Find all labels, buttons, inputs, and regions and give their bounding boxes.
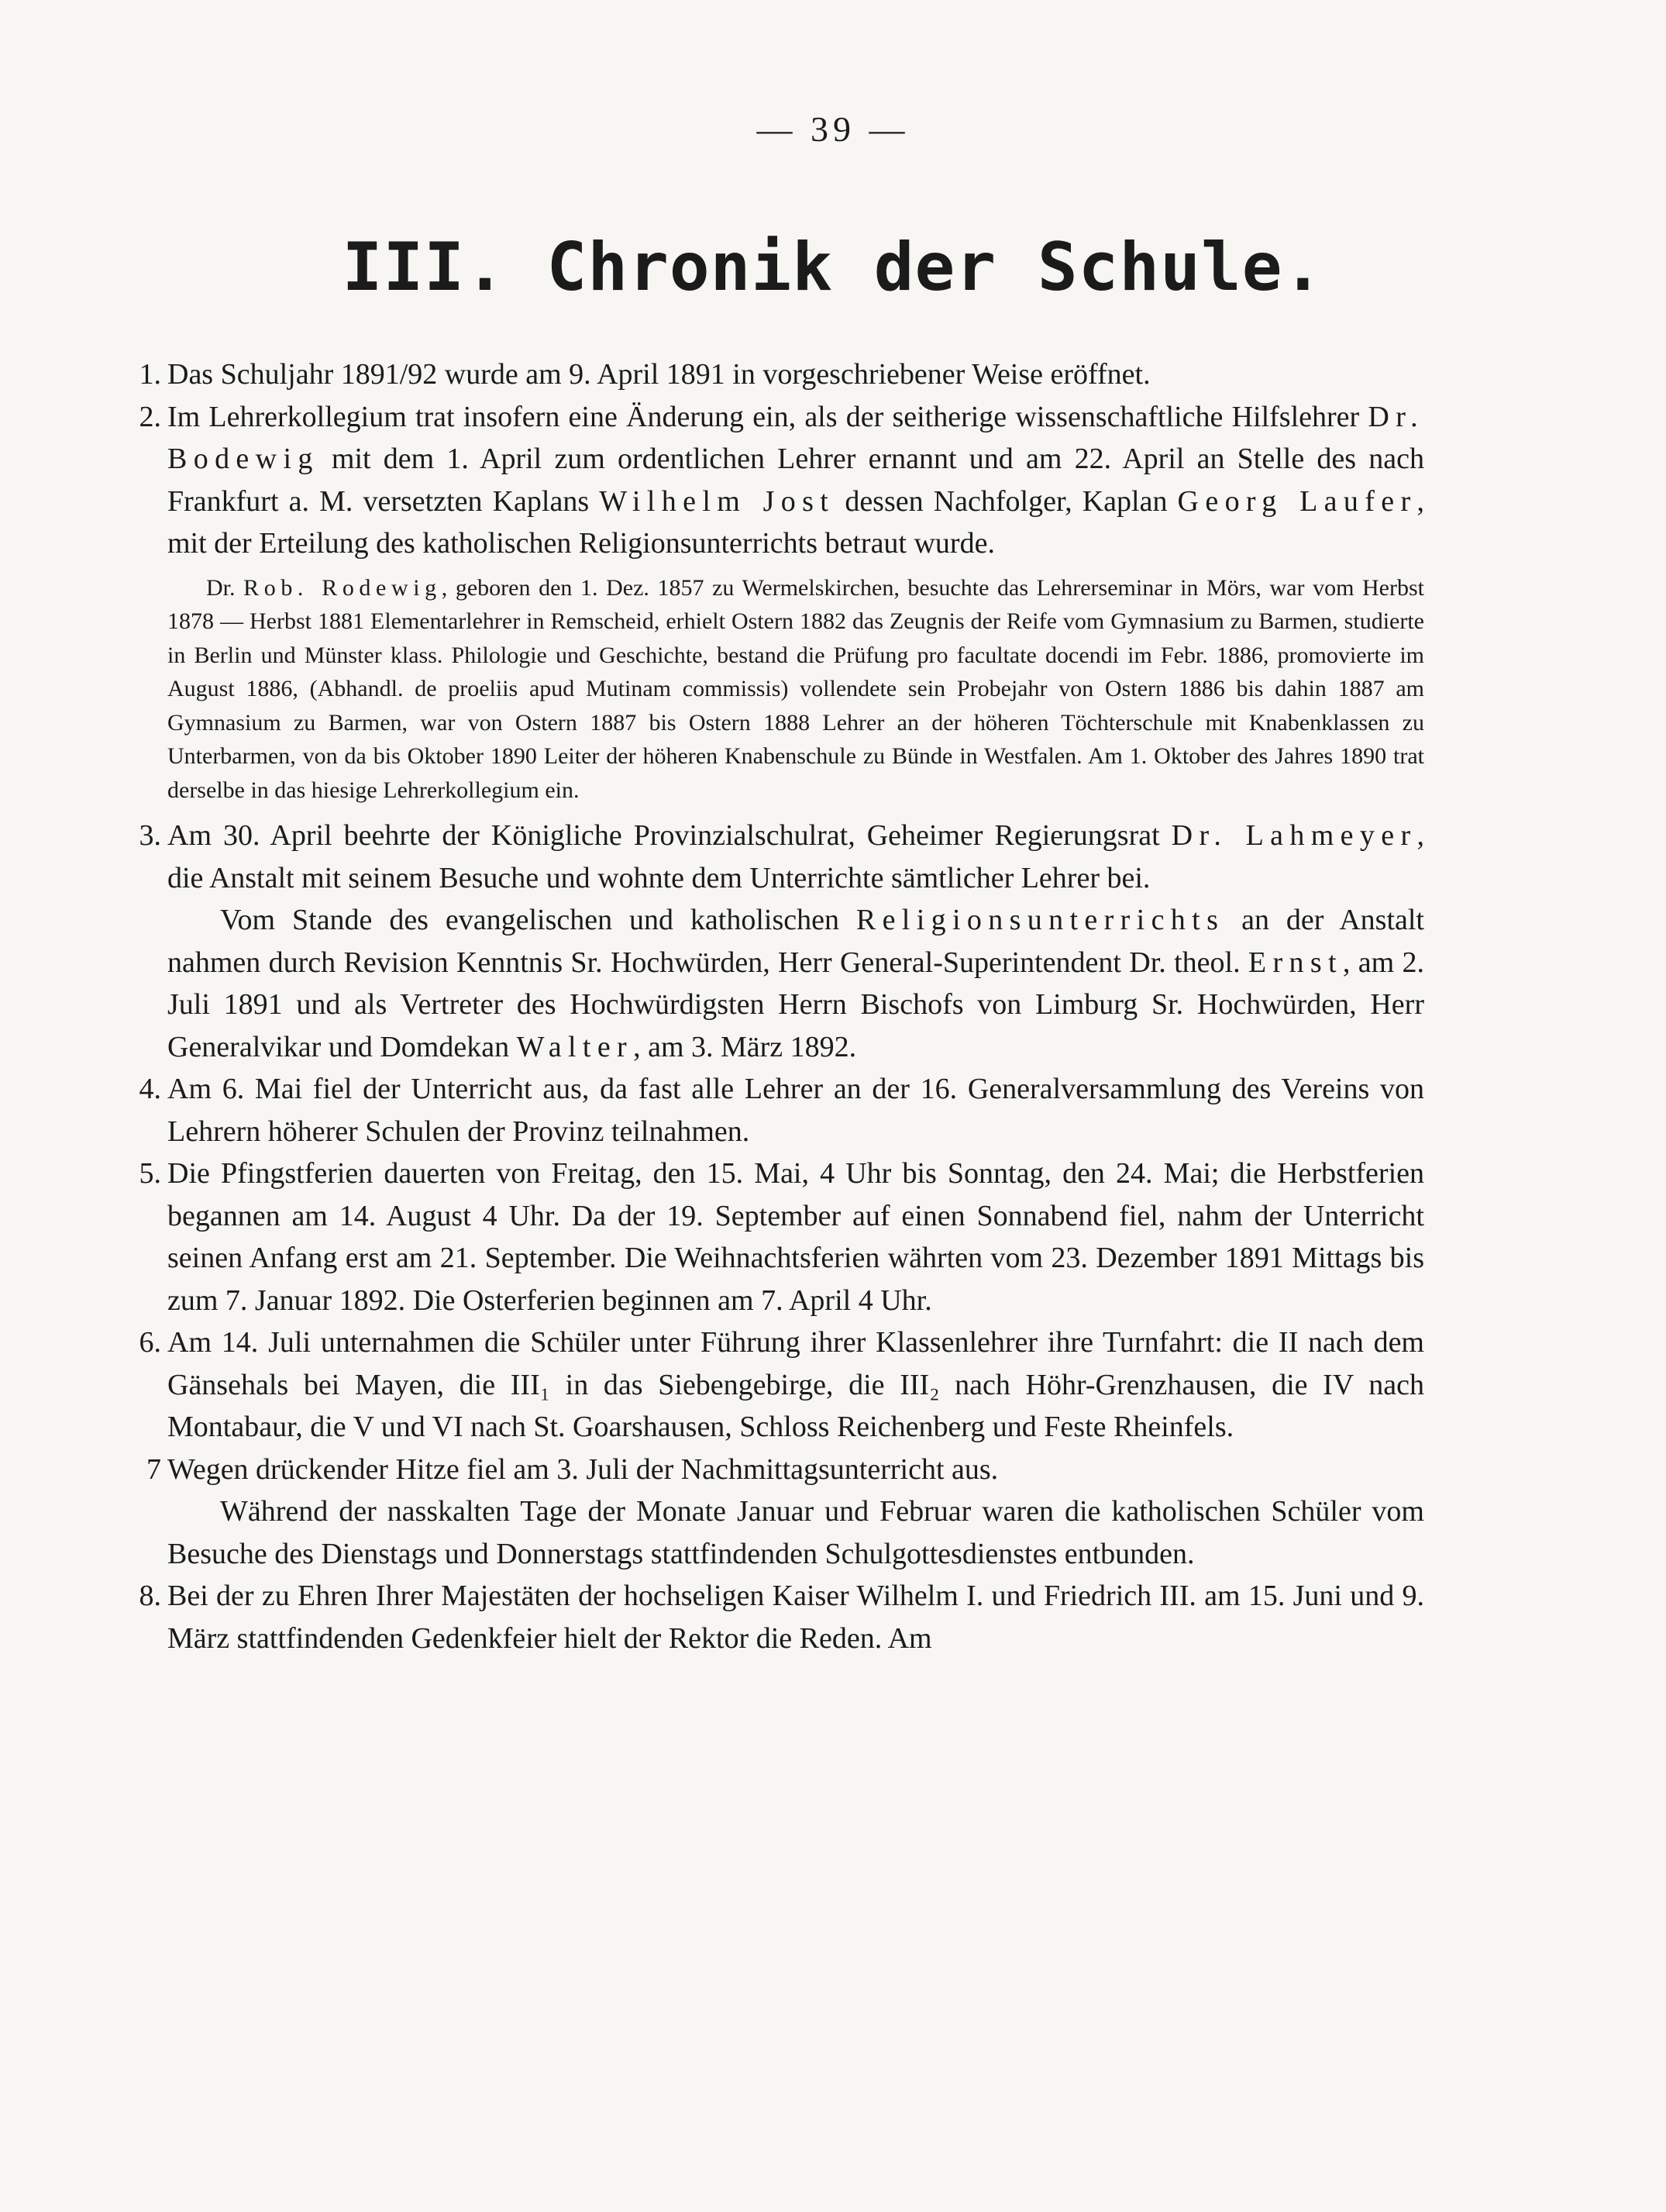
item-paragraph: Während der nasskalten Tage der Monate Januar und Februar waren die katholischen Schüler vom Besuche des Dienstags und Donnerstags stattfindenden Schulgottesdienstes entbunden. (167, 1495, 1424, 1570)
spaced-term: Religionsunterrichts (855, 904, 1225, 936)
item-number: 8. (139, 1580, 161, 1612)
text-run: Im Lehrerkollegium trat insofern eine Änderung ein, als der seitherige wissenschaftliche Hilfslehrer (167, 400, 1368, 433)
text-run: dessen Nachfolger, Kaplan (835, 484, 1178, 518)
chronicle-item-2 (139, 396, 1424, 808)
text-run: Am 30. April beehrte der Königliche Provinzialschulrat, Geheimer Regierungsrat (167, 819, 1172, 852)
item-number: 1. (139, 358, 161, 391)
spaced-name: Dr. Bodewig (167, 400, 1424, 475)
text-run: Vom Stande des evangelischen und katholischen (220, 904, 856, 936)
item-text: Das Schuljahr 1891/92 wurde am 9. April 1891 in vorgeschriebener Weise eröffnet. (167, 358, 1151, 391)
item-number: 6. (139, 1326, 161, 1359)
spaced-name: Rob. Rodewig (243, 574, 442, 601)
spaced-name: Walter (516, 1030, 634, 1063)
chronicle-item-6 (139, 1321, 1424, 1449)
chronicle-item-8 (139, 1575, 1424, 1659)
text-run: , am 2. Juli 1891 und als Vertreter des Hochwürdigsten Herrn Bischofs von Limburg Sr. Hochwürden, Herr Generalvikar und Domdekan (167, 946, 1424, 1063)
spaced-name: Georg Laufer (1177, 484, 1417, 518)
spaced-name: Wilhelm Jost (599, 484, 835, 518)
item-number: 7 (146, 1452, 161, 1486)
text-run: Dr. (206, 574, 244, 601)
chronicle-body (139, 353, 1425, 1659)
item-number: 5. (139, 1157, 161, 1190)
biography-note (167, 571, 1424, 808)
spaced-name: Dr. Lahmeyer (1171, 819, 1417, 852)
chronicle-item-3 (139, 815, 1425, 1068)
item-text (167, 815, 1424, 899)
item-text: Am 6. Mai fiel der Unterricht aus, da fast alle Lehrer an der 16. Generalversammlung des Vereins von Lehrern höherer Schulen der Provinz teilnahmen. (167, 1073, 1424, 1148)
chronicle-item-1 (139, 353, 1424, 396)
chronicle-item-4 (139, 1068, 1424, 1153)
chronicle-item-7 (146, 1449, 1424, 1576)
item-number: 3. (139, 819, 161, 852)
item-text: Bei der zu Ehren Ihrer Majestäten der hochseligen Kaiser Wilhelm I. und Friedrich III. am 15. Juni und 9. März stattfindenden Gedenkfeier hielt der Rektor die Reden. Am (167, 1580, 1424, 1655)
text-run: an der Anstalt nahmen durch Revision Kenntnis Sr. Hochwürden, Herr General-Superintendent Dr. theol. (167, 904, 1424, 979)
item-paragraph (167, 899, 1424, 1068)
item-text: Am 14. Juli unternahmen die Schüler unter Führung ihrer Klassenlehrer ihre Turnfahrt: die II nach dem Gänsehals bei Mayen, die III₁ in das Siebengebirge, die III₂ nach Höhr-Grenzhausen, die IV nach Montabaur, die V und VI nach St. Goarshausen, Schloss Reichenberg und Feste Rheinfels. (167, 1326, 1424, 1443)
text-run: , mit der Erteilung des katholischen Religionsunterrichts betraut wurde. (167, 484, 1424, 560)
item-text (167, 396, 1424, 565)
page-number: — 39 — (756, 109, 910, 149)
text-run: mit dem 1. April zum ordentlichen Lehrer ernannt und am 22. April an Stelle des nach Frankfurt a. M. versetzten Kaplans (167, 443, 1424, 518)
item-text: Wegen drückender Hitze fiel am 3. Juli der Nachmittagsunterricht aus. (167, 1452, 999, 1486)
text-run: , am 3. März 1892. (633, 1030, 857, 1063)
spaced-name: Ernst (1248, 946, 1343, 979)
item-number: 4. (139, 1073, 161, 1105)
item-number: 2. (139, 400, 161, 433)
text-run: , geboren den 1. Dez. 1857 zu Wermelskirchen, besuchte das Lehrerseminar in Mörs, war vom Herbst 1878 — Herbst 1881 Elementarlehrer in Remscheid, erhielt Ostern 1882 das Zeugnis der Reife vom Gymnasium zu Barmen, studierte in Berlin und Münster klass. Philologie und Geschichte, bestand die Prüfung pro facultate docendi im Febr. 1886, promovierte im August 1886, (Abhandl. de proeliis apud Mutinam commissis) vollendete sein Probejahr von Ostern 1886 bis dahin 1887 am Gymnasium zu Barmen, war von Ostern 1887 bis Ostern 1888 Lehrer an der höheren Töchterschule mit Knabenklassen zu Unterbarmen, von da bis Oktober 1890 Leiter der höheren Knabenschule zu Bünde in Westfalen. Am 1. Oktober des Jahres 1890 trat derselbe in das hiesige Lehrerkollegium ein. (167, 574, 1424, 803)
item-text: Die Pfingstferien dauerten von Freitag, den 15. Mai, 4 Uhr bis Sonntag, den 24. Mai; die Herbstferien begannen am 14. August 4 Uhr. Da der 19. September auf einen Sonnabend fiel, nahm der Unterricht seinen Anfang erst am 21. September. Die Weihnachtsferien währten vom 23. Dezember 1891 Mittags bis zum 7. Januar 1892. Die Osterferien beginnen am 7. April 4 Uhr. (167, 1157, 1424, 1317)
chronicle-item-5 (139, 1153, 1424, 1321)
text-run: , die Anstalt mit seinem Besuche und wohnte dem Unterrichte sämtlicher Lehrer bei. (167, 819, 1425, 894)
section-title: III. Chronik der Schule. (342, 229, 1324, 306)
